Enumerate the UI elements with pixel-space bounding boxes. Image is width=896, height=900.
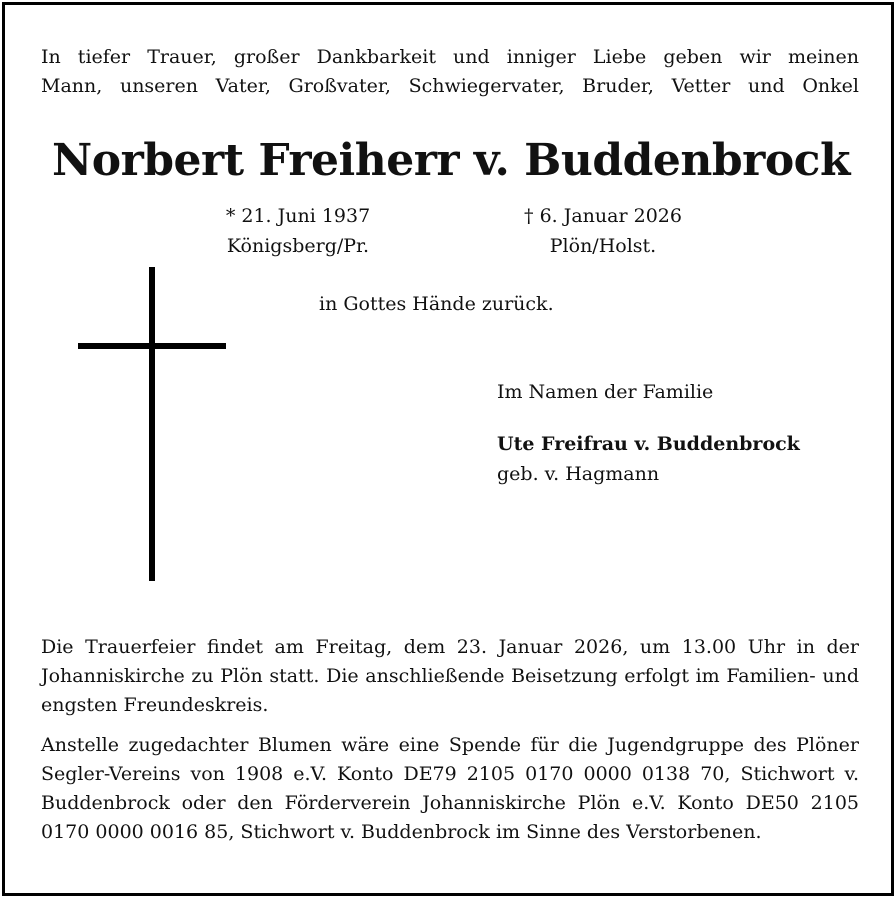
- intro-line-2: Mann, unseren Vater, Großvater, Schwiegervater, Bruder, Vetter und Onkel: [41, 75, 859, 97]
- obituary-notice: [2, 2, 894, 896]
- death-place: Plön/Holst.: [549, 235, 657, 257]
- signer-maiden-name: geb. v. Hagmann: [497, 463, 660, 485]
- birth-place: Königsberg/Pr.: [226, 235, 370, 257]
- intro-text: [41, 43, 859, 101]
- death-date: † 6. Januar 2026: [524, 205, 682, 227]
- cross-horizontal-bar: [78, 343, 226, 349]
- donation-paragraph: Anstelle zugedachter Blumen wäre eine Spende für die Jugendgruppe des Plöner Segler-Vereins von 1908 e.V. Konto DE79 2105 0170 0000 0138 70, Stichwort v. Buddenbrock oder den Förderverein Johanniskirche Plön e.V. Konto DE50 2105 0170 0000 0016 85, Stichwort v. Buddenbrock im Sinne des Verstorbenen.: [41, 734, 859, 843]
- return-text: in Gottes Hände zurück.: [319, 293, 554, 315]
- death-info: [511, 201, 695, 261]
- service-paragraph: Die Trauerfeier findet am Freitag, dem 23. Januar 2026, um 13.00 Uhr in der Johanniskirche zu Plön statt. Die anschließende Beisetzung erfolgt im Familien- und engsten Freundeskreis.: [41, 636, 859, 716]
- signer-name: Ute Freifrau v. Buddenbrock: [497, 433, 800, 455]
- intro-line-1: In tiefer Trauer, großer Dankbarkeit und inniger Liebe geben wir meinen: [41, 46, 859, 68]
- cross-vertical-bar: [149, 267, 155, 581]
- signer-block: [497, 429, 800, 489]
- birth-info: [215, 201, 381, 261]
- family-label: Im Namen der Familie: [497, 381, 714, 403]
- deceased-name: Norbert Freiherr v. Buddenbrock: [52, 135, 850, 186]
- birth-date: * 21. Juni 1937: [225, 205, 371, 227]
